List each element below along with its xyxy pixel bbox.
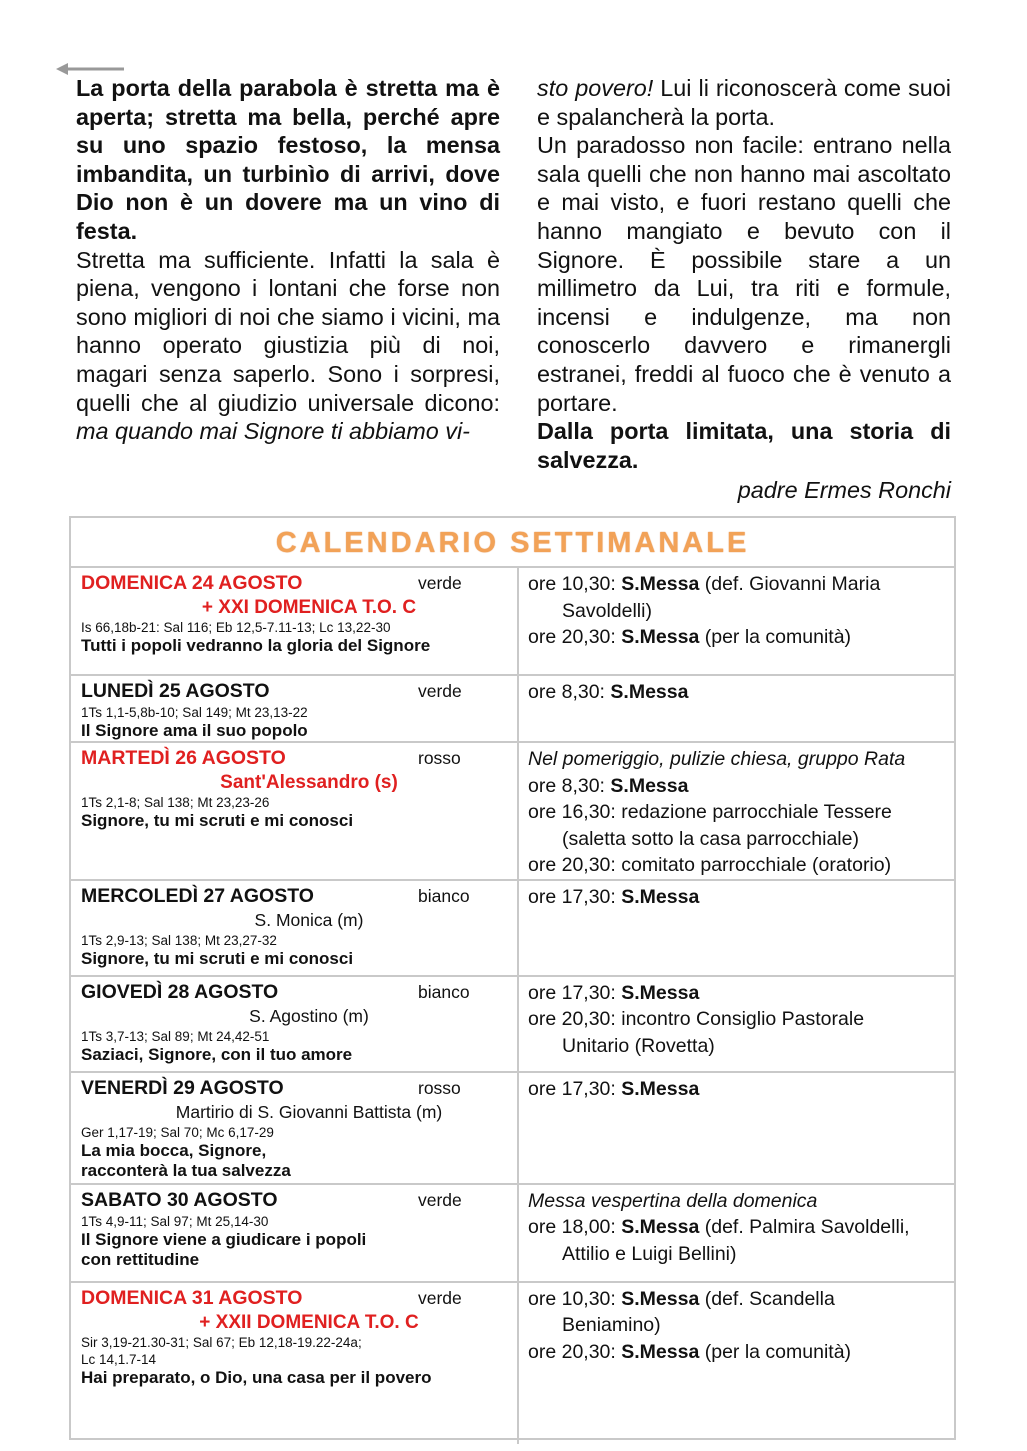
article-signature: padre Ermes Ronchi bbox=[737, 477, 951, 504]
article-quote: ma quando mai Signore ti abbiamo vi- bbox=[76, 418, 470, 445]
event-detail: (per la comunità) bbox=[704, 626, 852, 648]
event-time: ore 8,30: bbox=[528, 681, 605, 703]
readings-refs: Is 66,18b-21: Sal 116; Eb 12,5-7.11-13; Lc 13,22-30 bbox=[81, 620, 391, 635]
event-time: ore 20,30: bbox=[528, 854, 616, 876]
article-quote-end: sto povero! bbox=[537, 75, 654, 101]
article-intro: La porta della parabola è stretta ma è aperta; stretta ma bella, perché apre su uno spazio festoso, la mensa imbandita, un turbinìo di arrivi, dove Dio non è un dovere ma un vino di festa. bbox=[76, 75, 500, 244]
day-cell bbox=[71, 1072, 518, 1184]
calendar-row bbox=[71, 880, 954, 976]
psalm-motto: racconterà la tua salvezza bbox=[81, 1160, 291, 1180]
events-cell bbox=[518, 1072, 954, 1184]
calendar-row bbox=[71, 1072, 954, 1184]
liturgical-color: rosso bbox=[418, 748, 461, 768]
feast-label: Martirio di S. Giovanni Battista (m) bbox=[175, 1101, 443, 1122]
calendar-row bbox=[71, 675, 954, 742]
event-detail: (def. Giovanni Maria bbox=[704, 573, 881, 595]
psalm-motto: La mia bocca, Signore, bbox=[81, 1140, 267, 1160]
event-item bbox=[528, 1339, 946, 1366]
events-cell bbox=[518, 976, 954, 1072]
article-right-column bbox=[537, 74, 951, 505]
event-time: ore 20,30: bbox=[528, 626, 616, 648]
event-item bbox=[528, 1286, 946, 1313]
liturgical-color: bianco bbox=[418, 981, 470, 1002]
event-detail-cont: Unitario (Rovetta) bbox=[562, 1034, 715, 1057]
article-paragraph bbox=[537, 74, 951, 131]
article-body: Stretta ma sufficiente. Infatti la sala è piena, vengono i lontani che forse non sono migliori di noi che siamo i vicini, ma hanno operato giustizia più di noi, magari senza saperlo. Sono i sorpresi, quelli che al giudizio universale dicono: bbox=[76, 246, 500, 416]
psalm-motto: Saziaci, Signore, con il tuo amore bbox=[81, 1044, 353, 1064]
day-label: GIOVEDÌ 28 AGOSTO bbox=[81, 980, 279, 1003]
event-time: ore 16,30: bbox=[528, 801, 616, 823]
event-time: ore 18,00: bbox=[528, 1216, 616, 1238]
event-title: S.Messa bbox=[621, 626, 700, 648]
readings-refs: Sir 3,19-21.30-31; Sal 67; Eb 12,18-19.22-24a; bbox=[81, 1334, 362, 1350]
event-item bbox=[528, 1214, 946, 1241]
day-label: DOMENICA 24 AGOSTO bbox=[81, 572, 303, 594]
event-time: ore 17,30: bbox=[528, 981, 616, 1004]
events-cell bbox=[518, 742, 954, 880]
psalm-motto: Signore, tu mi scruti e mi conosci bbox=[81, 811, 354, 830]
event-title: S.Messa bbox=[621, 573, 700, 595]
weekly-calendar bbox=[69, 516, 956, 1440]
event-item bbox=[528, 1076, 946, 1103]
day-cell bbox=[71, 568, 518, 675]
event-time: ore 20,30: bbox=[528, 1008, 616, 1030]
events-cell bbox=[518, 675, 954, 742]
feast-label: Sant'Alessandro (s) bbox=[220, 772, 398, 793]
event-note: Nel pomeriggio, pulizie chiesa, gruppo Rata bbox=[528, 748, 906, 770]
day-cell bbox=[71, 742, 518, 880]
readings-refs: 1Ts 2,1-8; Sal 138; Mt 23,23-26 bbox=[81, 795, 270, 810]
event-item bbox=[528, 679, 946, 706]
event-title: S.Messa bbox=[610, 774, 689, 797]
event-detail-cont: Savoldelli) bbox=[562, 599, 652, 622]
event-title: S.Messa bbox=[621, 981, 700, 1004]
liturgical-color: verde bbox=[418, 681, 462, 701]
event-item bbox=[528, 773, 946, 800]
event-title: S.Messa bbox=[621, 1340, 700, 1363]
day-label: MERCOLEDÌ 27 AGOSTO bbox=[81, 884, 314, 907]
event-title: S.Messa bbox=[610, 681, 689, 703]
event-time: ore 10,30: bbox=[528, 573, 616, 595]
feast-label: S. Monica (m) bbox=[254, 909, 364, 930]
psalm-motto: Il Signore ama il suo popolo bbox=[81, 721, 308, 740]
event-item bbox=[528, 1006, 946, 1033]
day-cell bbox=[71, 675, 518, 742]
calendar-row bbox=[71, 976, 954, 1072]
event-detail: comitato parrocchiale (oratorio) bbox=[621, 854, 892, 876]
readings-refs: 1Ts 1,1-5,8b-10; Sal 149; Mt 23,13-22 bbox=[81, 705, 308, 720]
day-label: LUNEDÌ 25 AGOSTO bbox=[81, 680, 270, 702]
readings-refs: 1Ts 4,9-11; Sal 97; Mt 25,14-30 bbox=[81, 1213, 269, 1229]
event-time: ore 17,30: bbox=[528, 885, 616, 908]
events-cell bbox=[518, 880, 954, 976]
calendar-title: CALENDARIO SETTIMANALE bbox=[71, 518, 954, 568]
events-cell bbox=[518, 1282, 954, 1444]
day-label: VENERDÌ 29 AGOSTO bbox=[81, 1076, 284, 1099]
calendar-row bbox=[71, 742, 954, 880]
day-cell bbox=[71, 880, 518, 976]
event-detail-cont: (saletta sotto la casa parrocchiale) bbox=[562, 827, 859, 850]
article-paragraph bbox=[76, 246, 500, 446]
day-label: MARTEDÌ 26 AGOSTO bbox=[81, 747, 286, 769]
event-note: Messa vespertina della domenica bbox=[528, 1189, 818, 1212]
day-label: SABATO 30 AGOSTO bbox=[81, 1188, 278, 1211]
calendar-table bbox=[71, 568, 954, 1444]
day-cell bbox=[71, 976, 518, 1072]
liturgical-color: verde bbox=[418, 1189, 462, 1210]
event-title: S.Messa bbox=[621, 1287, 700, 1310]
event-item bbox=[528, 852, 946, 879]
event-time: ore 8,30: bbox=[528, 774, 605, 797]
event-item bbox=[528, 980, 946, 1007]
event-detail: (def. Palmira Savoldelli, bbox=[704, 1216, 910, 1238]
article-body: Un paradosso non facile: entrano nella sala quelli che non hanno mai ascoltato e mai visto, e fuori restano quelli che hanno mangiato e bevuto con il Signore. È possibile stare a un millimetro da Lui, tra riti e formule, incensi e indulgenze, ma non conoscerlo davvero e rimanergli estranei, freddi al fuoco che è venuto a portare. bbox=[537, 132, 951, 416]
psalm-motto: con rettitudine bbox=[81, 1249, 200, 1269]
readings-refs: 1Ts 3,7-13; Sal 89; Mt 24,42-51 bbox=[81, 1028, 270, 1044]
event-item bbox=[528, 624, 946, 651]
day-label: DOMENICA 31 AGOSTO bbox=[81, 1286, 303, 1309]
psalm-motto: Il Signore viene a giudicare i popoli bbox=[81, 1229, 367, 1249]
feast-label: + XXII DOMENICA T.O. C bbox=[199, 1311, 419, 1333]
liturgical-color: rosso bbox=[418, 1077, 461, 1098]
calendar-row bbox=[71, 1184, 954, 1282]
event-detail: (per la comunità) bbox=[704, 1340, 852, 1363]
psalm-motto: Tutti i popoli vedranno la gloria del Signore bbox=[81, 636, 431, 655]
event-detail-cont: Beniamino) bbox=[562, 1314, 661, 1336]
day-cell bbox=[71, 1282, 518, 1444]
event-detail: (def. Scandella bbox=[704, 1287, 835, 1310]
event-detail-cont: Attilio e Luigi Bellini) bbox=[562, 1242, 737, 1265]
readings-refs: Ger 1,17-19; Sal 70; Mc 6,17-29 bbox=[81, 1124, 274, 1140]
calendar-row bbox=[71, 568, 954, 675]
liturgical-color: verde bbox=[418, 1287, 462, 1308]
event-detail: incontro Consiglio Pastorale bbox=[621, 1008, 865, 1030]
readings-refs: 1Ts 2,9-13; Sal 138; Mt 23,27-32 bbox=[81, 932, 277, 948]
article-body: Lui li riconoscerà come suoi e spalancherà la porta. bbox=[537, 75, 951, 130]
psalm-motto: Hai preparato, o Dio, una casa per il povero bbox=[81, 1367, 432, 1387]
events-cell bbox=[518, 1184, 954, 1282]
event-time: ore 17,30: bbox=[528, 1077, 616, 1100]
event-time: ore 20,30: bbox=[528, 1340, 616, 1363]
event-detail: redazione parrocchiale Tessere bbox=[621, 801, 892, 823]
event-title: S.Messa bbox=[621, 885, 700, 908]
readings-refs: Lc 14,1.7-14 bbox=[81, 1351, 157, 1367]
article-left-column bbox=[76, 74, 500, 446]
event-item bbox=[528, 884, 946, 911]
psalm-motto: Signore, tu mi scruti e mi conosci bbox=[81, 948, 354, 968]
event-time: ore 10,30: bbox=[528, 1287, 616, 1310]
liturgical-color: verde bbox=[418, 573, 462, 593]
day-cell bbox=[71, 1184, 518, 1282]
feast-label: + XXI DOMENICA T.O. C bbox=[201, 597, 417, 618]
event-item bbox=[528, 571, 946, 598]
calendar-row bbox=[71, 1282, 954, 1444]
article-conclusion: Dalla porta limitata, una storia di salvezza. bbox=[537, 418, 951, 473]
events-cell bbox=[518, 568, 954, 675]
event-title: S.Messa bbox=[621, 1077, 700, 1100]
event-item bbox=[528, 799, 946, 826]
liturgical-color: bianco bbox=[418, 885, 470, 906]
feast-label: S. Agostino (m) bbox=[249, 1005, 369, 1026]
event-title: S.Messa bbox=[621, 1216, 700, 1238]
